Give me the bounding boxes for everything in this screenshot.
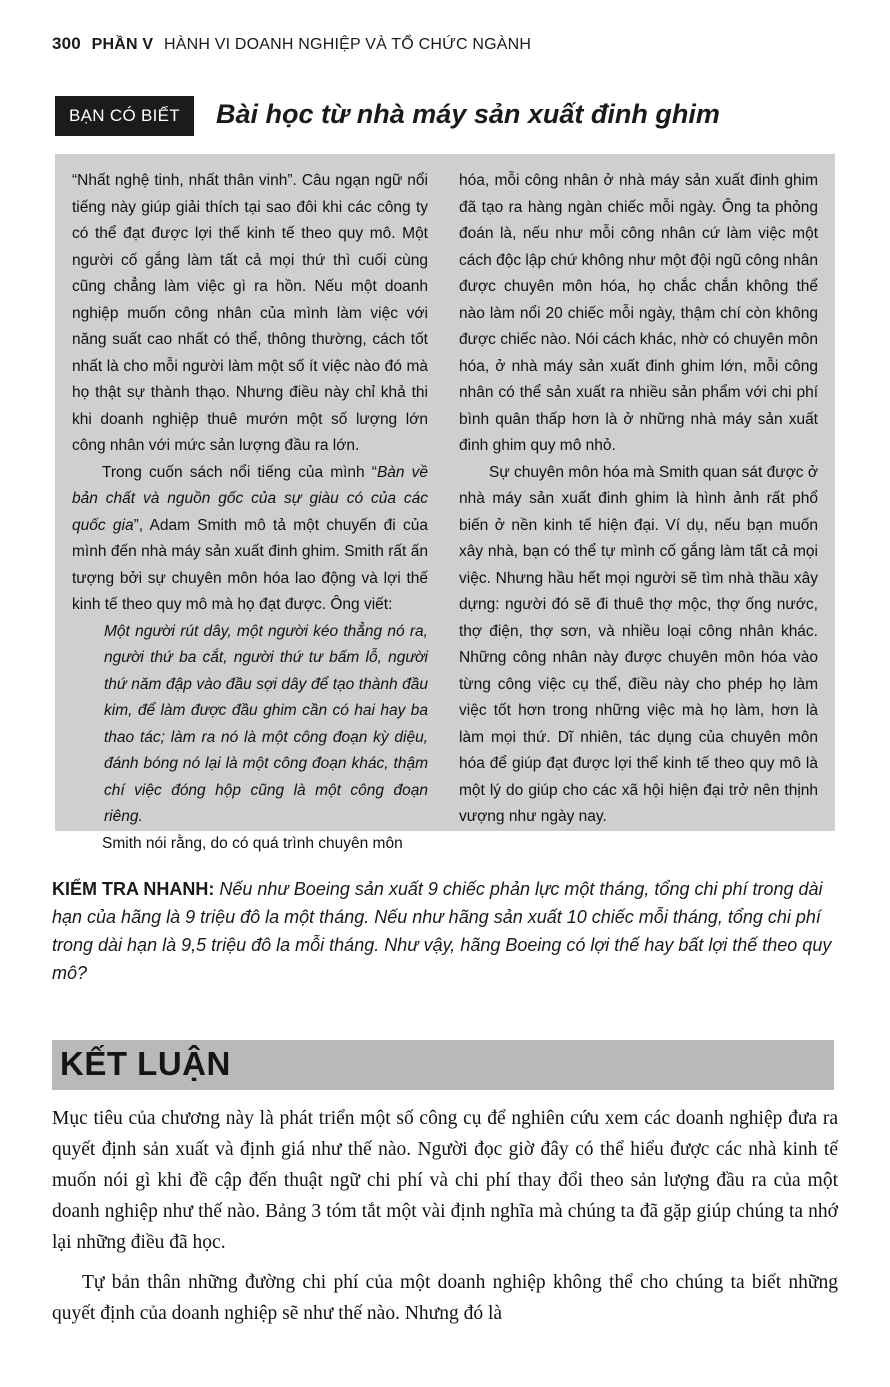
block-quote: Một người rút dây, một người kéo thẳng nó ra, người thứ ba cắt, người thứ tư bấm lỗ, người thứ năm đập vào đầu sợi dây để tạo thành đầu kim, để làm được đầu ghim cần có hai hay ba thao tác; làm ra nó là một công đoạn kỳ diệu, đánh bóng nó lại là một công đoạn khác, thậm chí việc đóng hộp cũng là một công đoạn riêng.	[104, 622, 428, 825]
box-title: Bài học từ nhà máy sản xuất đinh ghim	[216, 99, 720, 129]
part-title: HÀNH VI DOANH NGHIỆP VÀ TỔ CHỨC NGÀNH	[163, 36, 532, 53]
conclusion-heading: KẾT LUẬN	[60, 1045, 231, 1082]
box-paragraph: Smith nói rằng, do có quá trình chuyên môn	[102, 834, 403, 852]
quick-check	[52, 875, 838, 987]
box-paragraph: “Nhất nghệ tinh, nhất thân vinh”. Câu ngạn ngữ nổi tiếng này giúp giải thích tại sao đôi khi các công ty có thể đạt được lợi thế kinh tế theo quy mô. Một người cố gắng làm tất cả mọi thứ thì cuối cùng cũng chẳng làm việc gì ra hồn. Nếu một doanh nghiệp muốn công nhân của mình làm việc với năng suất cao nhất có thể, thông thường, cách tốt nhất là cho mỗi người làm một số ít việc nào đó mà họ thật sự thành thạo. Nhưng điều này chỉ khả thi khi doanh nghiệp thuê mướn một số lượng lớn công nhân với mức sản lượng đầu ra lớn.	[72, 172, 428, 454]
conclusion-paragraph: Mục tiêu của chương này là phát triển một số công cụ để nghiên cứu xem các doanh nghiệp đưa ra quyết định sản xuất và định giá như thế nào. Người đọc giờ đây có thể hiểu được các nhà kinh tế muốn nói gì khi đề cập đến thuật ngữ chi phí và chi phí thay đổi theo sản lượng đầu ra của một doanh nghiệp như thế nào. Bảng 3 tóm tắt một vài định nghĩa mà chúng ta đã gặp giúp chúng ta nhớ lại những điều đã học.	[52, 1108, 838, 1253]
text-span: Trong cuốn sách nổi tiếng của mình “	[102, 463, 377, 481]
part-label: PHẦN V	[91, 36, 154, 53]
conclusion-paragraph: Tự bản thân những đường chi phí của một doanh nghiệp không thể cho chúng ta biết những quyết định của doanh nghiệp sẽ như thế nào. Nhưng đó là	[52, 1272, 838, 1324]
box-left-column	[72, 168, 428, 857]
quick-check-text: Nếu như Boeing sản xuất 9 chiếc phản lực một tháng, tổng chi phí trong dài hạn của hãng là 9 triệu đô la một tháng. Nếu như hãng sản xuất 10 chiếc mỗi tháng, tổng chi phí trong dài hạn là 9,5 triệu đô la mỗi tháng. Như vậy, hãng Boeing có lợi thế hay bất lợi thế theo quy mô?	[52, 879, 832, 983]
page-number: 300	[52, 34, 81, 53]
conclusion-body	[52, 1103, 838, 1329]
quick-check-label: KIỂM TRA NHANH:	[52, 879, 215, 899]
box-right-column	[459, 168, 818, 831]
box-tag: BẠN CÓ BIẾT	[55, 96, 194, 136]
box-paragraph	[72, 460, 428, 619]
box-paragraph: hóa, mỗi công nhân ở nhà máy sản xuất đinh ghim đã tạo ra hàng ngàn chiếc mỗi ngày. Ông ta phỏng đoán là, nếu như mỗi công nhân cứ làm việc một cách độc lập chứ không như một đội ngũ công nhân được chuyên môn hóa, họ chắc chắn không thể nào làm nổi 20 chiếc mỗi ngày, thậm chí còn không được chiếc nào. Nói cách khác, nhờ có chuyên môn hóa, ở nhà máy sản xuất đinh ghim lớn, mỗi công nhân có thể sản xuất ra nhiều sản phẩm với chi phí bình quân thấp hơn là ở những nhà máy sản xuất đinh ghim quy mô nhỏ.	[459, 172, 818, 454]
book-title: Bàn về bản chất và nguồn gốc của sự giàu có của các quốc gia	[72, 463, 428, 534]
box-paragraph: Sự chuyên môn hóa mà Smith quan sát được ở nhà máy sản xuất đinh ghim là hình ảnh rất phổ biến ở nền kinh tế hiện đại. Ví dụ, nếu bạn muốn xây nhà, bạn có thể tự mình cố gắng làm tất cả mọi việc. Nhưng hầu hết mọi người sẽ tìm nhà thầu xây dựng: người đó sẽ đi thuê thợ mộc, thợ ống nước, thợ điện, thợ sơn, và nhiều loại công nhân khác. Những công nhân này được chuyên môn hóa vào từng công việc cụ thể, điều này cho phép họ làm việc tốt hơn trong những việc mà họ làm, hơn là làm mọi thứ. Dĩ nhiên, tác dụng của chuyên môn hóa để giúp đạt được lợi thế kinh tế theo quy mô là một lý do giúp cho các xã hội hiện đại trở nên thịnh vượng như ngày nay.	[459, 463, 818, 825]
running-head	[52, 34, 531, 54]
text-span: ”, Adam Smith mô tả một chuyến đi của mình đến nhà máy sản xuất đinh ghim. Smith rất ấn tượng bởi sự chuyên môn hóa lao động và lợi thế kinh tế theo quy mô mà họ đạt được. Ông viết:	[72, 516, 428, 613]
